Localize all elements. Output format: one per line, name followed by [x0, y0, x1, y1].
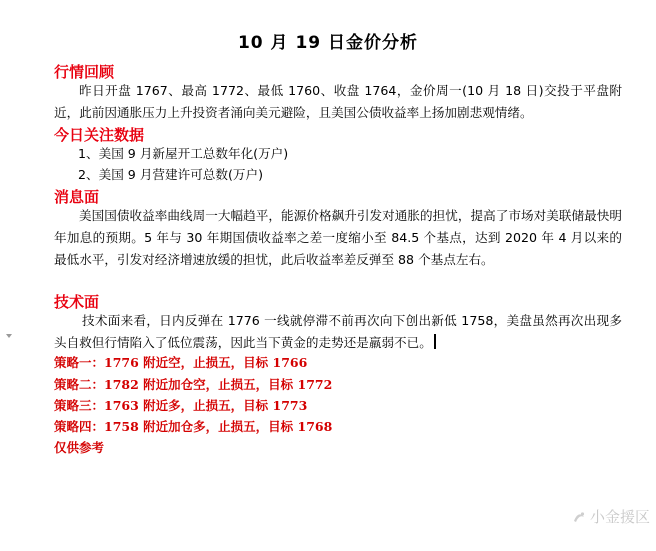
paragraph-news: 美国国债收益率曲线周一大幅趋平，能源价格飙升引发对通胀的担忧，提高了市场对美联储最快明年加息的预期。5 年与 30 年期国债收益率之差一度缩小至 84.5 个基点，达到 2020 年 4 月以来的最低水平，引发对经济增速放缓的担忧，此后收益率差反弹至 88 个基点左右。 [54, 208, 622, 267]
strategy-3: 策略三：1763 附近多，止损五，目标 1773 [54, 398, 308, 413]
strategy-2: 策略二：1782 附近加仓空，止损五，目标 1772 [54, 377, 333, 392]
watermark [572, 506, 650, 527]
paragraph-market-review: 昨日开盘 1767、最高 1772、最低 1760、收盘 1764，金价周一(10 月 18 日)交投于平盘附近，此前因通胀压力上升投资者涌向美元避险，且美国公债收益率上扬加剧悲观情绪。 [54, 83, 622, 120]
heading-market-review: 行情回顾 [54, 63, 115, 81]
watermark-text: 小金援区 [589, 508, 650, 526]
text-cursor [434, 334, 436, 349]
heading-data-focus: 今日关注数据 [54, 126, 145, 144]
disclaimer: 仅供参考 [54, 440, 105, 455]
watermark-logo-icon [572, 510, 586, 524]
paragraph-technical[interactable] [54, 310, 622, 354]
list-item-data-1: 1、美国 9 月新屋开工总数年化(万户) [78, 146, 289, 161]
page-title: 10 月 19 日金价分析 [237, 33, 419, 53]
strategy-4: 策略四：1758 附近加仓多，止损五，目标 1768 [54, 419, 333, 434]
strategy-1: 策略一：1776 附近空，止损五，目标 1766 [54, 355, 308, 370]
heading-news: 消息面 [54, 188, 100, 206]
margin-arrow-icon [6, 334, 12, 338]
list-item-data-2: 2、美国 9 月营建许可总数(万户) [78, 167, 263, 182]
heading-technical: 技术面 [54, 293, 100, 311]
paragraph-technical-text: 技术面来看，日内反弹在 1776 一线就停滞不前再次向下创出新低 1758，美盘虽然再次出现多头自救但行情陷入了低位震荡，因此当下黄金的走势还是羸弱不已。 [54, 313, 622, 350]
